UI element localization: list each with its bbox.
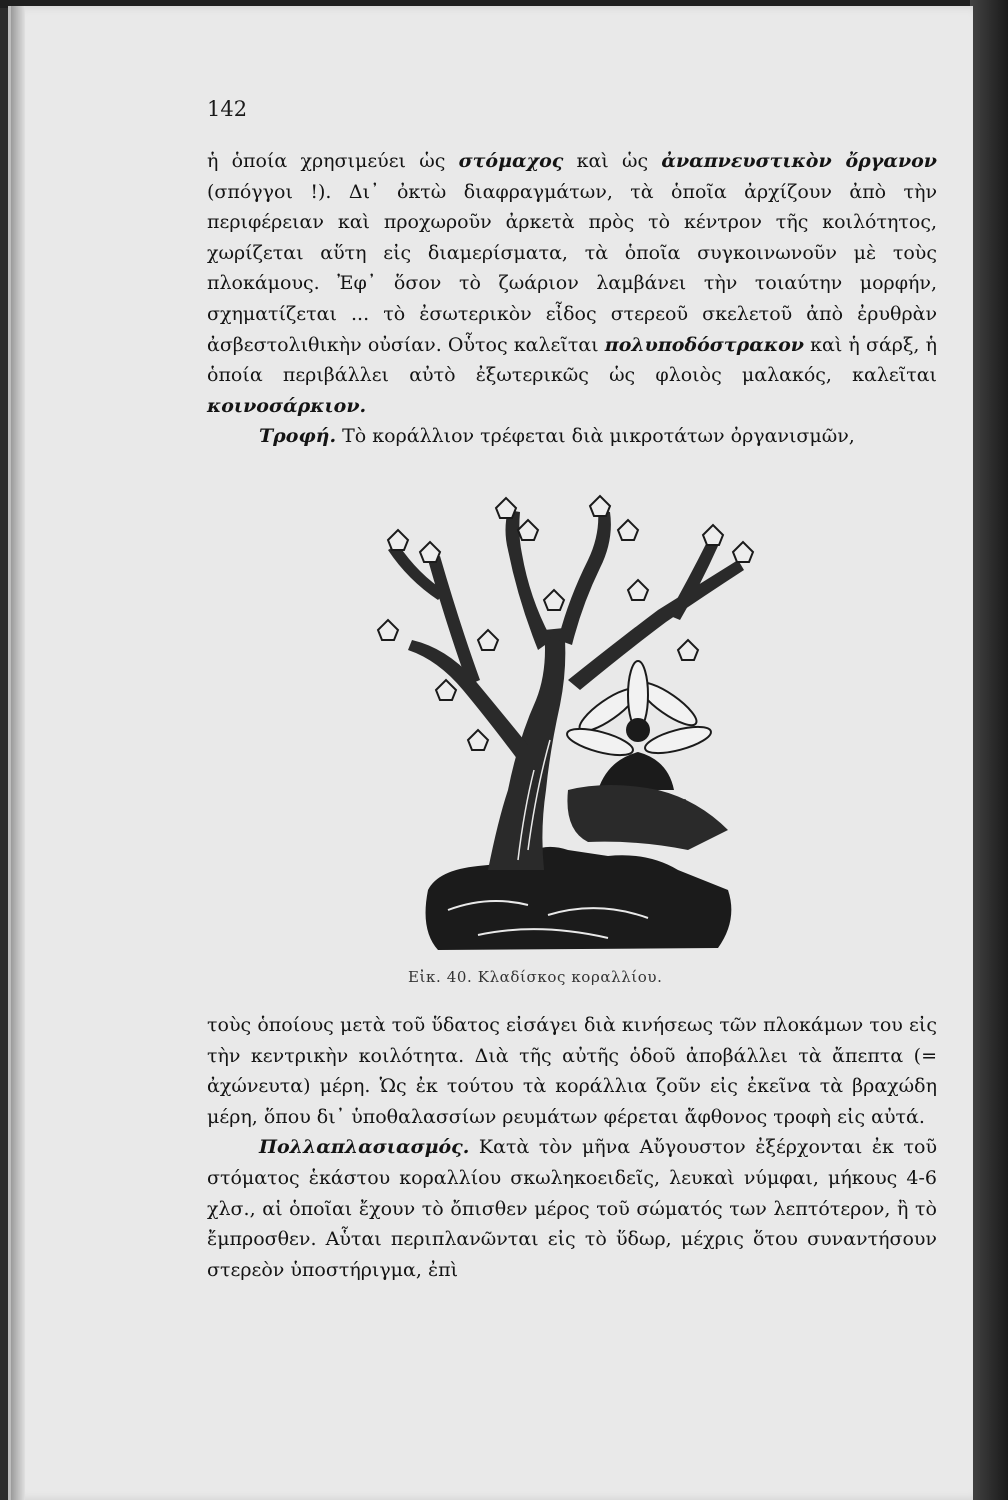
heading-trofi: Τροφή. [259, 425, 337, 448]
text-run: (σπόγγοι !). Δι᾽ ὀκτὼ διαφραγμάτων, τὰ ὁποῖα ἀρχίζουν ἀπὸ τὴν περιφέρειαν καὶ προχωροῦν ἀρκετὰ πρὸς τὸ κέντρον τῆς κοιλότητος, χωρίζεται αὕτη εἰς διαμερίσματα, τὰ ὁποῖα συγκοινωνοῦν μὲ τοὺς πλοκάμους. Ἐφ᾽ ὅσον τὸ ζωάριον λαμβάνει τὴν τοιαύτην μορφήν, σχηματίζεται ... τὸ ἐσωτερικὸν εἶδος στερεοῦ σκελετοῦ ἀπὸ ἐρυθρὰν ἀσβεστολιθικὴν οὐσίαν. Οὗτος καλεῖται [207, 180, 937, 356]
text-block-top [207, 146, 937, 452]
text-block-bottom [207, 1010, 937, 1285]
coral-branch-figure [368, 490, 768, 960]
book-right-edge [970, 0, 1008, 1500]
spine-shadow [11, 6, 25, 1500]
coral-branch-illustration [368, 490, 768, 960]
page-number: 142 [207, 97, 248, 121]
text-run: ἡ ὁποία χρησιμεύει ὡς [207, 150, 459, 172]
paragraph-trofi [207, 421, 937, 452]
term-polypodostrakon: πολυποδόστρακον [604, 333, 804, 356]
term-koinosarkion: κοινοσάρκιον. [207, 394, 367, 417]
text-run: Τὸ κοράλλιον τρέφεται διὰ μικροτάτων ὀργανισμῶν, [336, 425, 855, 448]
paragraph-feeding-continued: τοὺς ὁποίους μετὰ τοῦ ὕδατος εἰσάγει διὰ κινήσεως τῶν πλοκάμων του εἰς τὴν κεντρικὴν κοιλότητα. Διὰ τῆς αὐτῆς ὁδοῦ ἀποβάλλει τὰ ἄπεπτα (= ἀχώνευτα) μέρη. Ὡς ἐκ τούτου τὰ κοράλλια ζοῦν εἰς ἐκεῖνα τὰ βραχώδη μέρη, ὅπου δι᾽ ὑποθαλασσίων ρευμάτων φέρεται ἄφθονος τροφὴ εἰς αὐτά. [207, 1014, 937, 1128]
paragraph-respiration [207, 146, 937, 421]
term-stomachos: στόμαχος [458, 150, 564, 172]
figure-caption: Εἰκ. 40. Κλαδίσκος κοραλλίου. [408, 968, 663, 986]
term-organon: ἀναπνευστικὸν ὄργανον [661, 150, 937, 172]
text-run: Κατὰ τὸν μῆνα Αὔγουστον ἐξέρχονται ἐκ τοῦ στόματος ἑκάστου κοραλλίου σκωληκοειδεῖς, λευκαὶ νύμφαι, μήκους 4-6 χλσ., αἱ ὁποῖαι ἔχουν τὸ ὄπισθεν μέρος τοῦ σώματός των λεπτότερον, ἢ τὸ ἔμπροσθεν. Αὗται περιπλανῶνται εἰς τὸ ὕδωρ, μέχρις ὅτου συναντήσουν στερεὸν ὑποστήριγμα, ἐπὶ [207, 1136, 937, 1281]
text-run: καὶ ὡς [563, 150, 662, 172]
heading-reproduction: Πολλαπλασιασμός. [259, 1136, 470, 1159]
text-run: καὶ ἡ σάρξ, ἡ ὁποία περιβάλλει αὐτὸ ἐξωτερικῶς ὡς φλοιὸς μαλακός, καλεῖται [207, 333, 937, 387]
paragraph-reproduction [207, 1132, 937, 1285]
